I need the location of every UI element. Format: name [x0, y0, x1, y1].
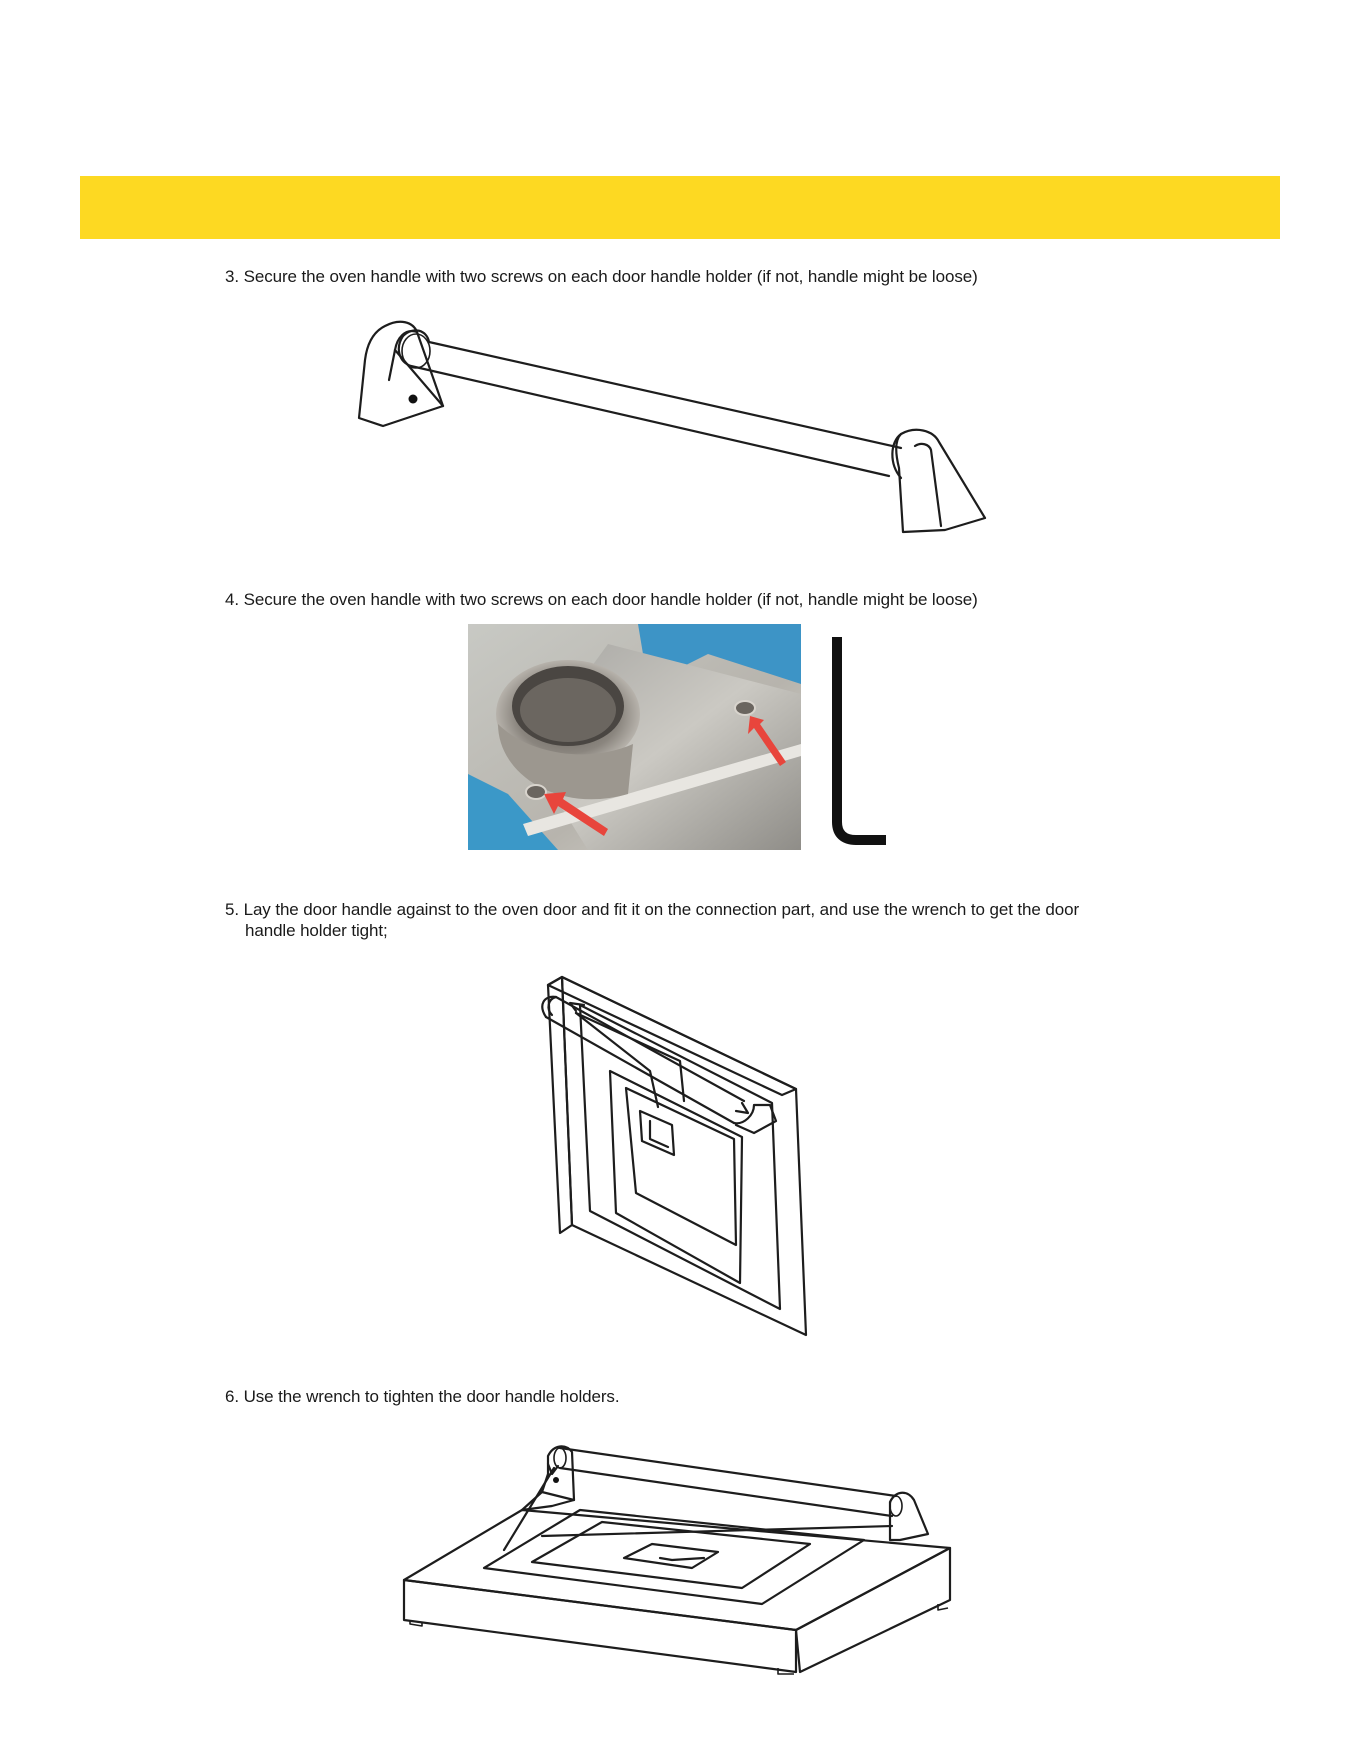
oven-handle-illustration [355, 318, 995, 544]
step-5-line-1: 5. Lay the door handle against to the oven door and fit it on the connection part, and use the wrench to get the door [225, 900, 1080, 919]
step-5-line-2: handle holder tight; [245, 921, 388, 940]
step-6-instruction: 6. Use the wrench to tighten the door handle holders. [225, 1387, 620, 1406]
door-upright-illustration [540, 975, 820, 1337]
step-5-instruction [225, 899, 1185, 941]
step-4-instruction: 4. Secure the oven handle with two screws on each door handle holder (if not, handle might be loose) [225, 590, 978, 609]
screw-holder-photo [468, 624, 801, 850]
header-band [80, 176, 1280, 239]
door-flat-illustration [402, 1440, 950, 1676]
allen-wrench [828, 632, 888, 842]
step-3-instruction: 3. Secure the oven handle with two screws on each door handle holder (if not, handle might be loose) [225, 267, 978, 286]
